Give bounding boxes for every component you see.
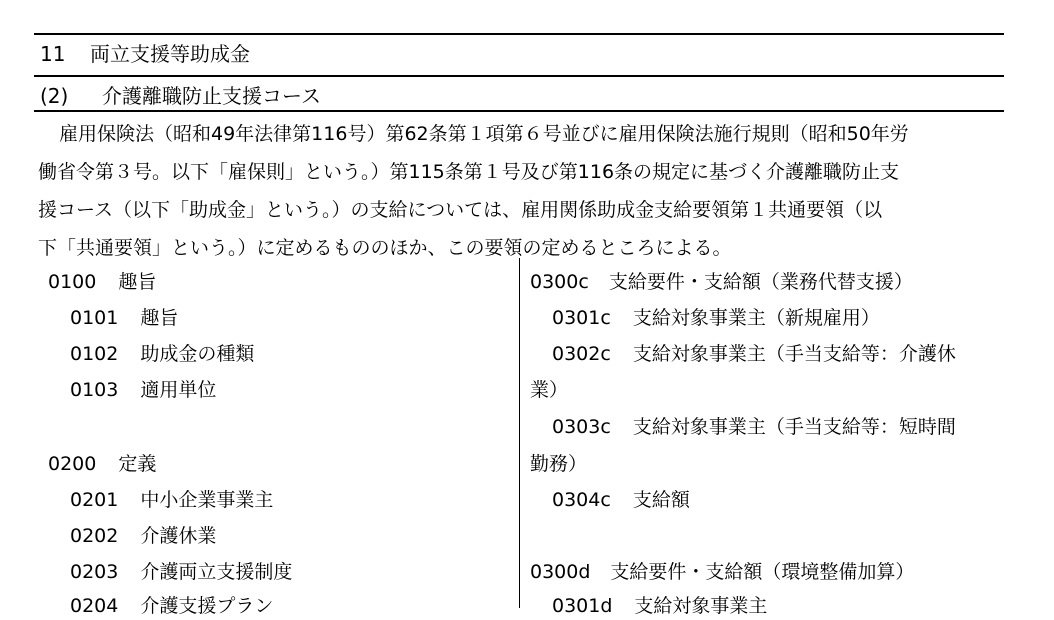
toc-label: 支給対象事業主（手当支給等：介護休 bbox=[632, 343, 956, 365]
middle-rule bbox=[34, 75, 1004, 77]
toc-item bbox=[48, 450, 156, 478]
toc-item-continuation: 業） bbox=[530, 379, 569, 401]
toc-label: 支給対象事業主（新規雇用） bbox=[632, 307, 880, 329]
toc-label: 趣旨 bbox=[118, 271, 157, 293]
toc-code: 0201 bbox=[70, 489, 119, 511]
intro-line: 下「共通要領」という。）に定めるもののほか、この要領の定めるところによる。 bbox=[38, 237, 732, 259]
toc-code: 0301c bbox=[552, 307, 611, 329]
toc-item bbox=[70, 558, 292, 586]
toc-item bbox=[552, 340, 956, 368]
toc-code: 0102 bbox=[70, 343, 119, 365]
column-divider bbox=[519, 258, 520, 608]
toc-label: 支給対象事業主（手当支給等：短時間 bbox=[632, 416, 956, 438]
toc-label: 支給対象事業主 bbox=[634, 595, 768, 617]
intro-line: 働省令第３号。以下「雇保則」という。）第115条第１号及び第116条の規定に基づく介護離職防止支 bbox=[38, 161, 900, 183]
toc-item bbox=[70, 376, 216, 404]
toc-item bbox=[48, 268, 156, 296]
toc-label: 支給要件・支給額（業務代替支援） bbox=[608, 271, 913, 293]
subsection-number: (2) bbox=[40, 84, 69, 108]
toc-code: 0101 bbox=[70, 307, 119, 329]
toc-item bbox=[552, 304, 880, 332]
toc-code: 0100 bbox=[48, 271, 97, 293]
section-title: 両立支援等助成金 bbox=[90, 42, 250, 66]
toc-code: 0304c bbox=[552, 489, 611, 511]
toc-label: 介護両立支援制度 bbox=[140, 561, 293, 583]
bottom-rule bbox=[34, 110, 1004, 112]
toc-item bbox=[552, 413, 956, 441]
toc-item bbox=[552, 486, 690, 514]
toc-label: 支給額 bbox=[632, 489, 690, 511]
toc-code: 0300d bbox=[530, 561, 591, 583]
toc-code: 0301d bbox=[552, 595, 613, 617]
toc-label: 趣旨 bbox=[140, 307, 179, 329]
toc-label: 介護支援プラン bbox=[140, 595, 274, 617]
toc-code: 0302c bbox=[552, 343, 611, 365]
intro-line: 援コース（以下「助成金」という。）の支給については、雇用関係助成金支給要領第１共通要領（以 bbox=[38, 199, 883, 221]
subsection-title: 介護離職防止支援コース bbox=[102, 84, 321, 108]
toc-code: 0204 bbox=[70, 595, 119, 617]
toc-label: 支給要件・支給額（環境整備加算） bbox=[610, 561, 915, 583]
toc-code: 0103 bbox=[70, 379, 119, 401]
top-rule bbox=[34, 33, 1004, 35]
toc-label: 中小企業事業主 bbox=[140, 489, 274, 511]
toc-code: 0300c bbox=[530, 271, 589, 293]
toc-code: 0303c bbox=[552, 416, 611, 438]
toc-code: 0200 bbox=[48, 453, 97, 475]
subsection-heading bbox=[40, 84, 321, 108]
toc-item bbox=[70, 340, 254, 368]
toc-item bbox=[70, 304, 178, 332]
toc-item bbox=[70, 522, 216, 550]
toc-item bbox=[552, 592, 767, 620]
toc-item-continuation: 勤務） bbox=[530, 453, 588, 475]
toc-label: 助成金の種類 bbox=[140, 343, 255, 365]
section-number: 11 bbox=[40, 42, 66, 66]
toc-label: 適用単位 bbox=[140, 379, 217, 401]
toc-code: 0202 bbox=[70, 525, 119, 547]
toc-item bbox=[70, 592, 273, 620]
toc-label: 定義 bbox=[118, 453, 157, 475]
toc-item bbox=[530, 558, 914, 586]
section-heading bbox=[40, 42, 250, 66]
intro-line: 雇用保険法（昭和49年法律第116号）第62条第１項第６号並びに雇用保険法施行規則（昭和50年労 bbox=[59, 123, 909, 145]
toc-item bbox=[70, 486, 273, 514]
toc-code: 0203 bbox=[70, 561, 119, 583]
intro-paragraph bbox=[38, 115, 1004, 267]
toc-item bbox=[530, 268, 913, 296]
toc-label: 介護休業 bbox=[140, 525, 217, 547]
